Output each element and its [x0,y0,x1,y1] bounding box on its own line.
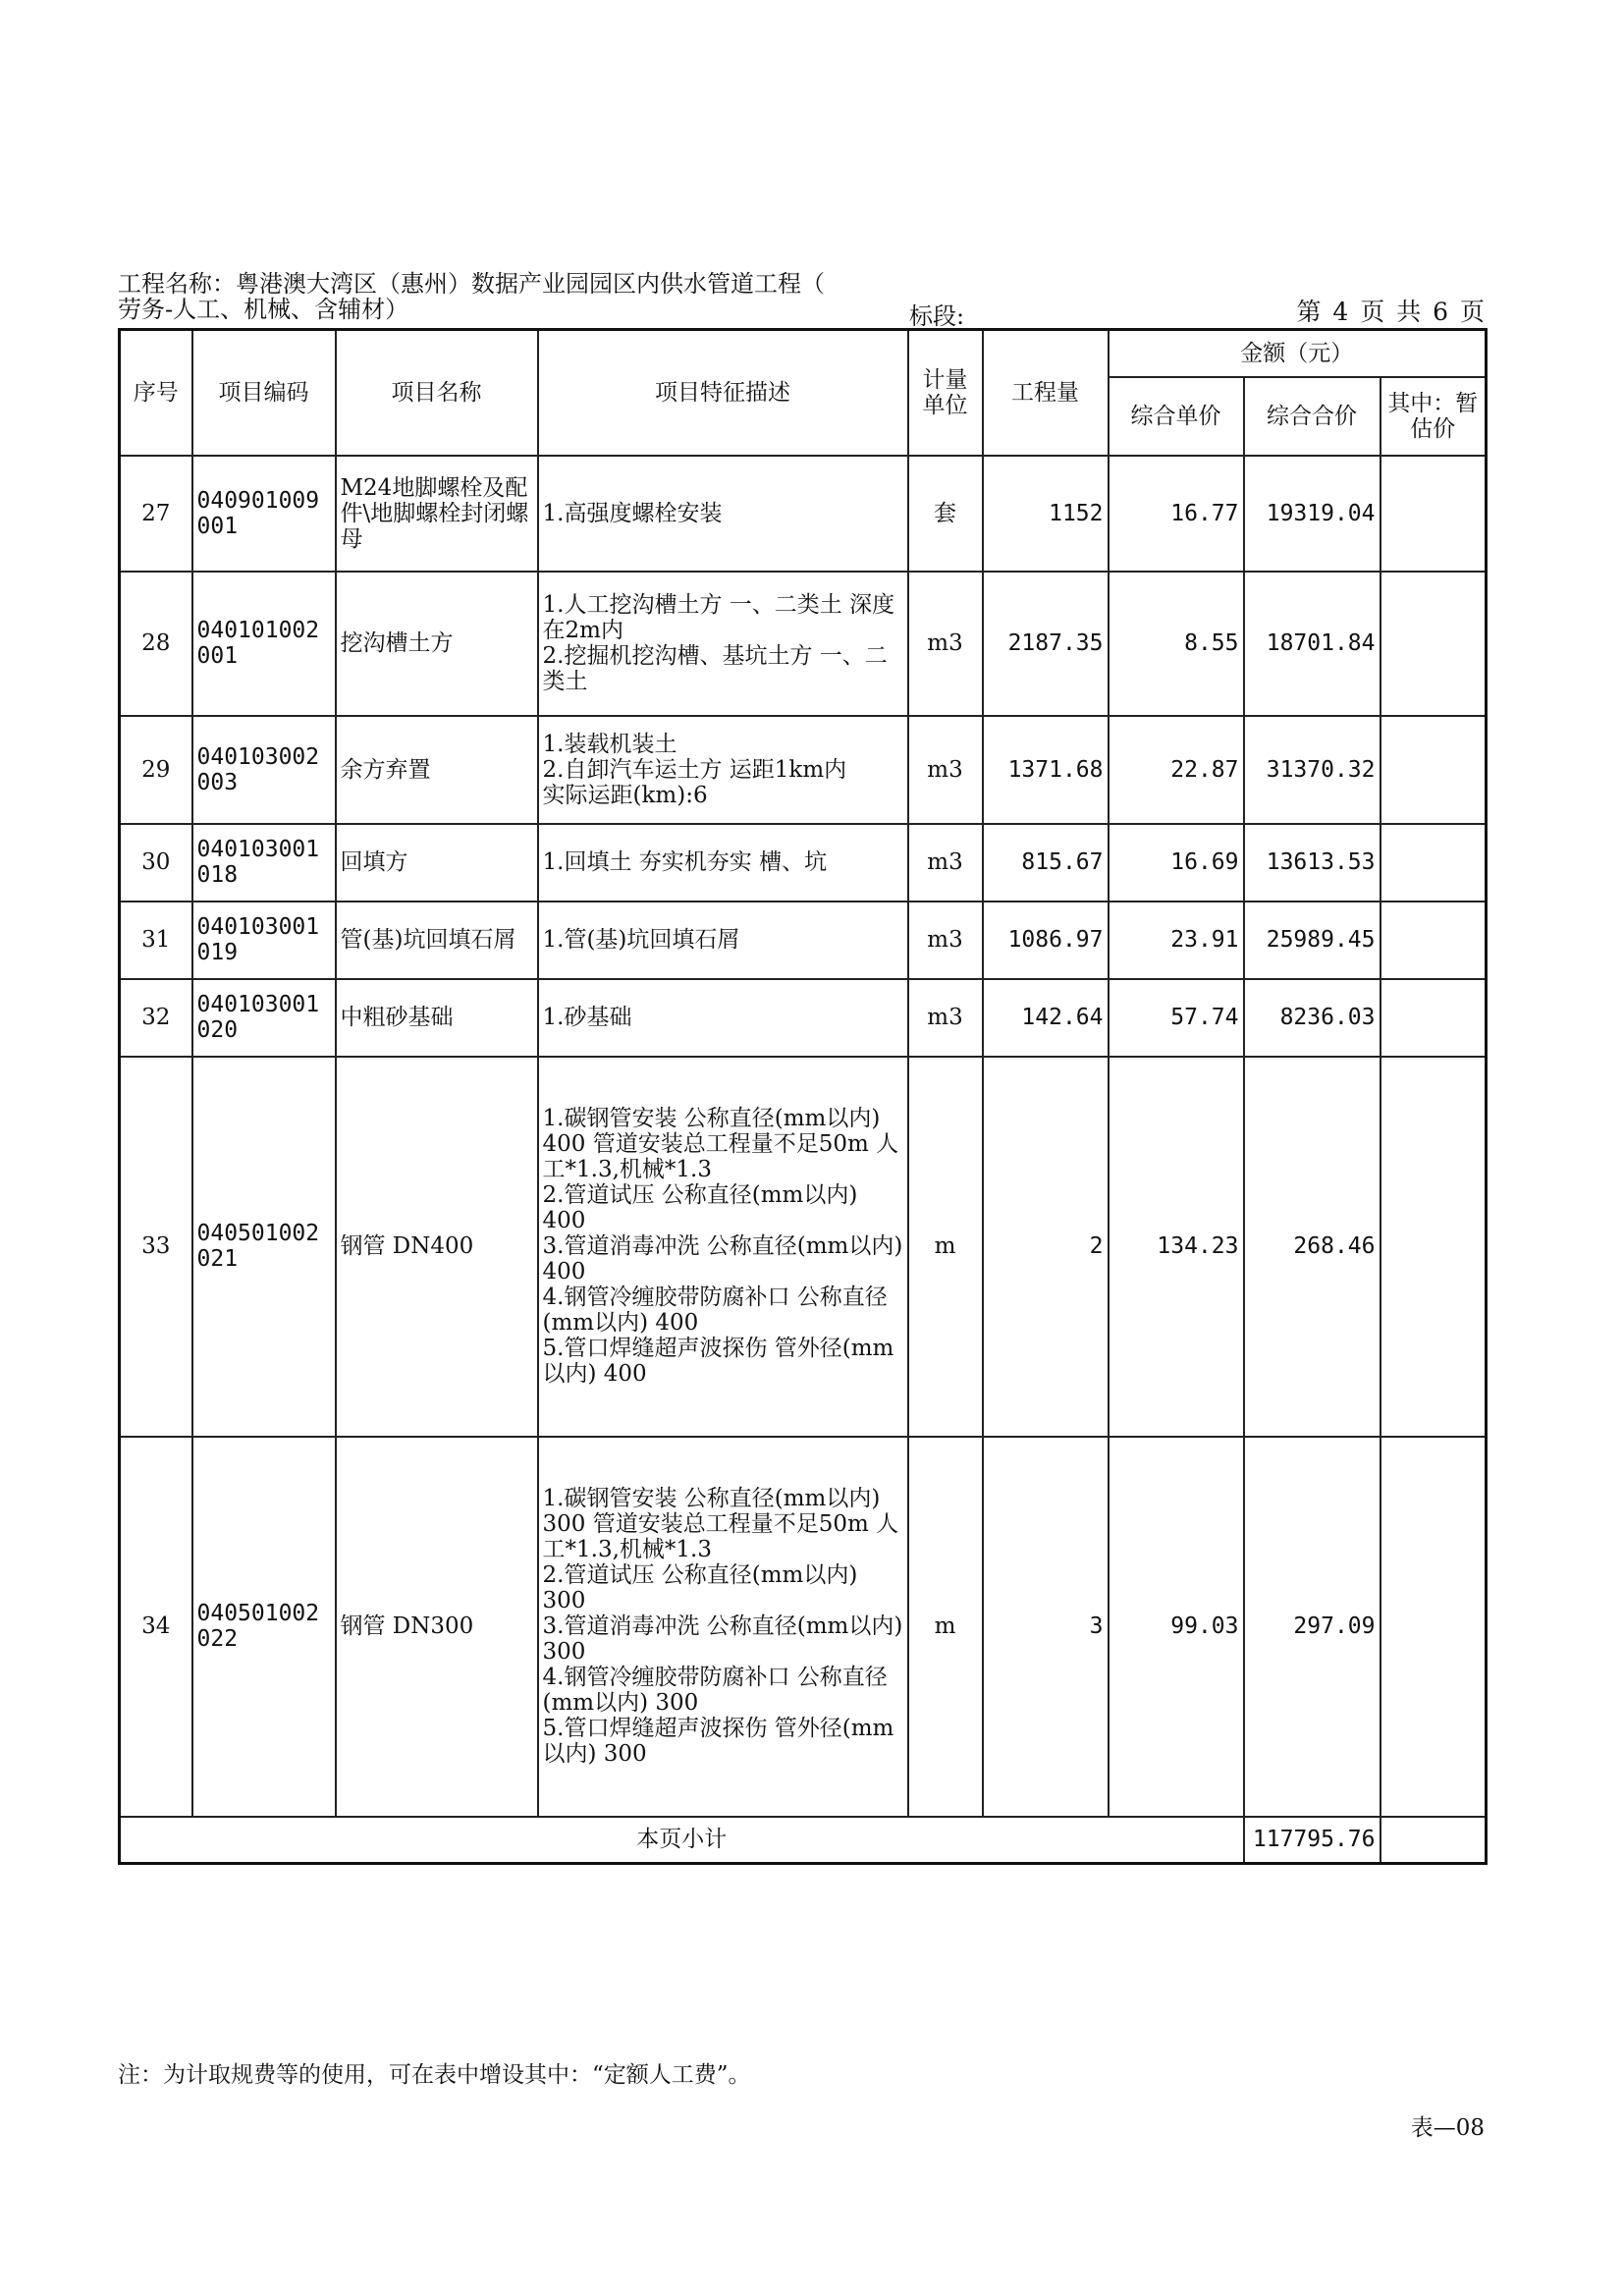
cell-unit-price: 57.74 [1109,979,1244,1057]
cell-desc: 1.碳钢管安装 公称直径(mm以内) 400 管道安装总工程量不足50m 人工*1.3,机械*1.3 2.管道试压 公称直径(mm以内) 400 3.管道消毒冲洗 公称直径(mm以内) 400 4.钢管冷缠胶带防腐补口 公称直径(mm以内) 400 5.管口焊缝超声波探伤 管外径(mm以内) 400 [538,1057,908,1437]
cell-qty: 142.64 [983,979,1109,1057]
cell-code: 040501002022 [192,1437,336,1817]
cell-name: 挖沟槽土方 [336,572,538,716]
cell-qty: 1086.97 [983,902,1109,979]
table-row [120,1437,1487,1817]
cell-provisional [1380,902,1487,979]
cell-code: 040101002001 [192,572,336,716]
cell-name: 回填方 [336,824,538,902]
table-row [120,572,1487,716]
cell-desc: 1.砂基础 [538,979,908,1057]
cell-name: 余方弃置 [336,716,538,824]
footnote: 注：为计取规费等的使用，可在表中增设其中：“定额人工费”。 [118,2062,751,2088]
header-code: 项目编码 [192,330,336,456]
cell-code: 040103001018 [192,824,336,902]
bill-of-quantities-table [118,328,1488,1865]
subtotal-row [120,1817,1487,1864]
cell-qty: 1371.68 [983,716,1109,824]
cell-unit: m3 [908,902,983,979]
cell-qty: 3 [983,1437,1109,1817]
cell-name: 钢管 DN400 [336,1057,538,1437]
cell-unit: m [908,1437,983,1817]
header-unit-price: 综合单价 [1109,377,1244,456]
header-total: 综合合价 [1244,377,1380,456]
cell-unit: m [908,1057,983,1437]
table-row [120,902,1487,979]
cell-unit: 套 [908,456,983,572]
cell-seq: 32 [120,979,192,1057]
cell-seq: 31 [120,902,192,979]
table-row [120,1057,1487,1437]
cell-total: 297.09 [1244,1437,1380,1817]
cell-unit-price: 8.55 [1109,572,1244,716]
cell-desc: 1.碳钢管安装 公称直径(mm以内) 300 管道安装总工程量不足50m 人工*1.3,机械*1.3 2.管道试压 公称直径(mm以内) 300 3.管道消毒冲洗 公称直径(mm以内) 300 4.钢管冷缠胶带防腐补口 公称直径(mm以内) 300 5.管口焊缝超声波探伤 管外径(mm以内) 300 [538,1437,908,1817]
cell-unit-price: 22.87 [1109,716,1244,824]
cell-code: 040103002003 [192,716,336,824]
form-number: 表—08 [1410,2115,1485,2141]
header-seq: 序号 [120,330,192,456]
subtotal-provisional [1380,1817,1487,1864]
cell-total: 8236.03 [1244,979,1380,1057]
project-name [118,271,1485,322]
cell-qty: 1152 [983,456,1109,572]
table-row [120,456,1487,572]
subtotal-label: 本页小计 [120,1817,1244,1864]
cell-total: 31370.32 [1244,716,1380,824]
cell-seq: 28 [120,572,192,716]
cell-code: 040103001020 [192,979,336,1057]
cell-unit-price: 23.91 [1109,902,1244,979]
cell-provisional [1380,979,1487,1057]
cell-unit: m3 [908,979,983,1057]
cell-provisional [1380,1437,1487,1817]
cell-provisional [1380,1057,1487,1437]
subtotal-value: 117795.76 [1244,1817,1380,1864]
cell-provisional [1380,824,1487,902]
header-amount: 金额（元） [1109,330,1487,377]
header-unit: 计量单位 [908,330,983,456]
header-qty: 工程量 [983,330,1109,456]
header-provisional: 其中：暂估价 [1380,377,1487,456]
cell-unit-price: 16.69 [1109,824,1244,902]
cell-total: 268.46 [1244,1057,1380,1437]
header-desc: 项目特征描述 [538,330,908,456]
cell-unit: m3 [908,716,983,824]
cell-name: M24地脚螺栓及配件\地脚螺栓封闭螺母 [336,456,538,572]
cell-total: 25989.45 [1244,902,1380,979]
cell-name: 钢管 DN300 [336,1437,538,1817]
cell-desc: 1.回填土 夯实机夯实 槽、坑 [538,824,908,902]
cell-name: 管(基)坑回填石屑 [336,902,538,979]
project-name-line1: 工程名称：粤港澳大湾区（惠州）数据产业园园区内供水管道工程（ [118,270,825,298]
cell-name: 中粗砂基础 [336,979,538,1057]
cell-qty: 2187.35 [983,572,1109,716]
cell-desc: 1.装载机装土 2.自卸汽车运土方 运距1km内 实际运距(km):6 [538,716,908,824]
table-row [120,716,1487,824]
cell-seq: 29 [120,716,192,824]
cell-total: 18701.84 [1244,572,1380,716]
cell-unit-price: 99.03 [1109,1437,1244,1817]
cell-provisional [1380,456,1487,572]
table-row [120,979,1487,1057]
cell-seq: 34 [120,1437,192,1817]
cell-seq: 27 [120,456,192,572]
cell-seq: 30 [120,824,192,902]
project-name-line2: 劳务-人工、机械、含辅材） [118,296,409,323]
segment-label: 标段: [909,302,965,330]
cell-code: 040901009001 [192,456,336,572]
cell-qty: 2 [983,1057,1109,1437]
cell-unit: m3 [908,824,983,902]
header-name: 项目名称 [336,330,538,456]
cell-unit-price: 16.77 [1109,456,1244,572]
cell-desc: 1.高强度螺栓安装 [538,456,908,572]
cell-code: 040103001019 [192,902,336,979]
cell-provisional [1380,572,1487,716]
table-row [120,824,1487,902]
cell-unit: m3 [908,572,983,716]
cell-total: 13613.53 [1244,824,1380,902]
cell-code: 040501002021 [192,1057,336,1437]
cell-provisional [1380,716,1487,824]
page-info: 第 4 页 共 6 页 [1296,298,1485,326]
cell-desc: 1.人工挖沟槽土方 一、二类土 深度在2m内 2.挖掘机挖沟槽、基坑土方 一、二类土 [538,572,908,716]
cell-total: 19319.04 [1244,456,1380,572]
cell-desc: 1.管(基)坑回填石屑 [538,902,908,979]
cell-unit-price: 134.23 [1109,1057,1244,1437]
cell-seq: 33 [120,1057,192,1437]
cell-qty: 815.67 [983,824,1109,902]
